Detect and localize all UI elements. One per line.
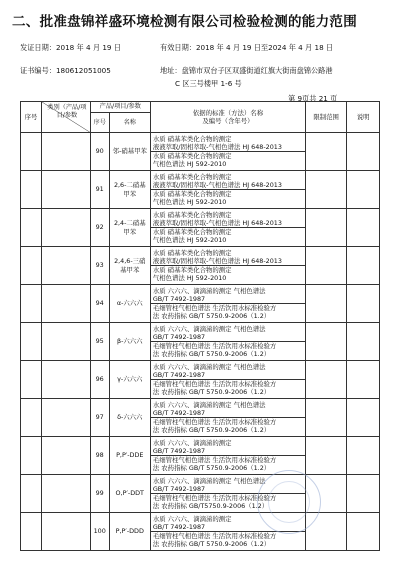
cell-standard xyxy=(150,133,305,171)
cell-item-no: 91 xyxy=(90,171,109,209)
standard-line: 法 农药指标 GB/T 5750.9-2006（1.2） xyxy=(152,312,271,321)
standard-line: 水质 硝基苯类化合物的测定 xyxy=(152,134,232,143)
cell-item-no: 97 xyxy=(90,399,109,437)
cell-seq xyxy=(21,323,42,361)
cell-standard xyxy=(150,171,305,209)
table-row xyxy=(21,171,380,209)
cell-item-name: P,P′-DDD xyxy=(109,513,150,551)
cell-note xyxy=(347,437,380,475)
cell-standard xyxy=(150,437,305,475)
cell-category xyxy=(42,171,91,209)
table-row xyxy=(21,133,380,171)
standard-line: 毛细管柱气相色谱法 生活饮用水标准检验方 xyxy=(151,455,305,464)
standard-line: 水质 六六六、滴滴涕的测定 气相色谱法 xyxy=(152,324,266,333)
standard-line: 气相色谱法 HJ 592-2010 xyxy=(152,274,227,283)
cell-item-name: 2,4,6-三硝基甲苯 xyxy=(109,247,150,285)
cell-note xyxy=(347,285,380,323)
cell-seq xyxy=(21,247,42,285)
header-limit: 限制范围 xyxy=(306,102,347,133)
cell-limit xyxy=(306,133,347,171)
cell-seq xyxy=(21,399,42,437)
cell-item-no: 95 xyxy=(90,323,109,361)
standard-line: GB/T 7492-1987 xyxy=(152,408,206,417)
cell-standard xyxy=(150,399,305,437)
table-row xyxy=(21,247,380,285)
standard-line: GB/T 7492-1987 xyxy=(152,522,206,531)
standard-line: 法 农药指标 GB/T 5750.9-2006（1.2） xyxy=(152,388,271,397)
cell-seq xyxy=(21,513,42,551)
cell-note xyxy=(347,323,380,361)
table-header-row xyxy=(21,102,380,113)
standard-line: 毛细管柱气相色谱法 生活饮用水标准检验方 xyxy=(151,531,305,540)
header-name: 名称 xyxy=(109,113,150,133)
cell-item-no: 94 xyxy=(90,285,109,323)
standard-line: GB/T 7492-1987 xyxy=(152,294,206,303)
standard-line: GB/T 7492-1987 xyxy=(152,446,206,455)
standard-line: 水质 六六六、滴滴涕的测定 xyxy=(152,514,232,523)
cell-item-name: 2,4-二硝基甲苯 xyxy=(109,209,150,247)
cell-seq xyxy=(21,437,42,475)
issue-date: 发证日期：2018 年 4 月 19 日 xyxy=(20,43,121,52)
standard-line: 水质 六六六、滴滴涕的测定 气相色谱法 xyxy=(152,286,266,295)
cell-limit xyxy=(306,247,347,285)
cell-limit xyxy=(306,437,347,475)
cell-seq xyxy=(21,133,42,171)
cell-seq xyxy=(21,475,42,513)
cell-item-no: 90 xyxy=(90,133,109,171)
cell-item-name: 邻-硝基甲苯 xyxy=(109,133,150,171)
standard-line: 法 农药指标 GB/T 5750.9-2006（1.2） xyxy=(152,540,271,549)
cell-standard xyxy=(150,361,305,399)
cell-note xyxy=(347,247,380,285)
address-line-1: 地址：盘锦市双台子区双盛街道红旗大街南盘锦公路港 xyxy=(160,66,333,75)
standard-line: 水质 硝基苯类化合物的测定 xyxy=(151,265,305,274)
cell-item-no: 92 xyxy=(90,209,109,247)
table-row xyxy=(21,437,380,475)
standard-line: 液液萃取/固相萃取-气相色谱法 HJ 648-2013 xyxy=(152,256,282,265)
cell-standard xyxy=(150,323,305,361)
cell-category xyxy=(42,247,91,285)
cell-seq xyxy=(21,209,42,247)
standard-line: 法 农药指标 GB/T 5750.9-2006（1.2） xyxy=(152,350,271,359)
standard-line: 水质 硝基苯类化合物的测定 xyxy=(151,151,305,160)
cell-note xyxy=(347,133,380,171)
standard-line: 水质 六六六、滴滴涕的测定 气相色谱法 xyxy=(152,362,266,371)
cell-item-no: 93 xyxy=(90,247,109,285)
standard-line: GB/T 7492-1987 xyxy=(152,332,206,341)
header-seq: 序号 xyxy=(21,102,42,133)
address-line-2: C 区三号楼甲 1-6 号 xyxy=(175,79,242,88)
standard-line: 水质 六六六、滴滴涕的测定 xyxy=(152,438,232,447)
capability-table xyxy=(20,101,380,551)
cell-item-name: α-六六六 xyxy=(109,285,150,323)
cell-item-name: P,P′-DDE xyxy=(109,437,150,475)
cell-item-name: 2,6-二硝基甲苯 xyxy=(109,171,150,209)
standard-line: 毛细管柱气相色谱法 生活饮用水标准检验方 xyxy=(151,493,305,502)
standard-line: 水质 硝基苯类化合物的测定 xyxy=(151,227,305,236)
cell-category xyxy=(42,133,91,171)
cell-category xyxy=(42,209,91,247)
standard-line: 气相色谱法 HJ 592-2010 xyxy=(152,160,227,169)
table-row xyxy=(21,513,380,551)
cell-category xyxy=(42,399,91,437)
cell-seq xyxy=(21,361,42,399)
cell-note xyxy=(347,209,380,247)
valid-period: 有效日期：2018 年 4 月 19 日至2024 年 4 月 18 日 xyxy=(160,43,334,52)
cell-limit xyxy=(306,399,347,437)
cell-limit xyxy=(306,361,347,399)
standard-line: 水质 硝基苯类化合物的测定 xyxy=(152,210,232,219)
cell-limit xyxy=(306,171,347,209)
cell-standard xyxy=(150,209,305,247)
standard-line: 毛细管柱气相色谱法 生活饮用水标准检验方 xyxy=(151,303,305,312)
standard-line: 法 农药指标 GB/T5750.9-2006（1.2） xyxy=(152,502,269,511)
table-row xyxy=(21,399,380,437)
header-product-item-param: 产品/项目/参数 xyxy=(90,102,150,113)
cell-category xyxy=(42,323,91,361)
cell-limit xyxy=(306,209,347,247)
certificate-number: 证书编号：180612051005 xyxy=(20,66,111,75)
cell-category xyxy=(42,475,91,513)
cell-note xyxy=(347,399,380,437)
standard-line: 水质 硝基苯类化合物的测定 xyxy=(152,248,232,257)
cell-category xyxy=(42,513,91,551)
cell-item-no: 99 xyxy=(90,475,109,513)
cell-note xyxy=(347,171,380,209)
standard-line: 法 农药指标 GB/T 5750.9-2006（1.2） xyxy=(152,464,271,473)
cell-note xyxy=(347,361,380,399)
cell-limit xyxy=(306,323,347,361)
cell-limit xyxy=(306,285,347,323)
standard-line: 水质 硝基苯类化合物的测定 xyxy=(151,189,305,198)
header-note: 说明 xyxy=(347,102,380,133)
table-row xyxy=(21,285,380,323)
cell-item-name: O,P′-DDT xyxy=(109,475,150,513)
cell-category xyxy=(42,361,91,399)
header-standard-sub: 及编号（含年号） xyxy=(202,117,254,125)
table-row xyxy=(21,475,380,513)
cell-category xyxy=(42,285,91,323)
standard-line: 水质 硝基苯类化合物的测定 xyxy=(152,172,232,181)
standard-line: 液液萃取/固相萃取-气相色谱法 HJ 648-2013 xyxy=(152,142,282,151)
standard-line: 气相色谱法 HJ 592-2010 xyxy=(152,236,227,245)
header-category-label: 类别（产品/项目/参数 xyxy=(47,104,87,119)
cell-item-no: 98 xyxy=(90,437,109,475)
cell-item-name: δ-六六六 xyxy=(109,399,150,437)
cell-item-name: γ-六六六 xyxy=(109,361,150,399)
cell-category xyxy=(42,437,91,475)
cell-note xyxy=(347,475,380,513)
standard-line: 液液萃取/固相萃取-气相色谱法 HJ 648-2013 xyxy=(152,180,282,189)
standard-line: GB/T 7492-1987 xyxy=(152,484,206,493)
standard-line: 气相色谱法 HJ 592-2010 xyxy=(152,198,227,207)
header-no: 序号 xyxy=(90,113,109,133)
standard-line: 液液萃取/固相萃取-气相色谱法 HJ 648-2013 xyxy=(152,218,282,227)
cell-seq xyxy=(21,171,42,209)
table-row xyxy=(21,361,380,399)
standard-line: GB/T 7492-1987 xyxy=(152,370,206,379)
official-seal-stamp xyxy=(257,470,321,534)
cell-note xyxy=(347,513,380,551)
header-standard-label: 依据的标准（方法）名称 xyxy=(192,108,264,117)
header-category xyxy=(42,102,91,133)
table-row xyxy=(21,209,380,247)
standard-line: 水质 六六六、滴滴涕的测定 气相色谱法 xyxy=(152,476,266,485)
page-number: 第 9页共 21 页 xyxy=(288,94,338,103)
standard-line: 毛细管柱气相色谱法 生活饮用水标准检验方 xyxy=(151,341,305,350)
page-title: 二、批准盘锦祥盛环境检测有限公司检验检测的能力范围 xyxy=(12,14,357,30)
table-row xyxy=(21,323,380,361)
standard-line: 毛细管柱气相色谱法 生活饮用水标准检验方 xyxy=(151,417,305,426)
cell-item-name: β-六六六 xyxy=(109,323,150,361)
cell-standard xyxy=(150,247,305,285)
cell-item-no: 100 xyxy=(90,513,109,551)
cell-standard xyxy=(150,285,305,323)
standard-line: 毛细管柱气相色谱法 生活饮用水标准检验方 xyxy=(151,379,305,388)
cell-item-no: 96 xyxy=(90,361,109,399)
standard-line: 水质 六六六、滴滴涕的测定 气相色谱法 xyxy=(152,400,266,409)
cell-seq xyxy=(21,285,42,323)
header-standard xyxy=(150,102,305,133)
standard-line: 法 农药指标 GB/T 5750.9-2006（1.2） xyxy=(152,426,271,435)
